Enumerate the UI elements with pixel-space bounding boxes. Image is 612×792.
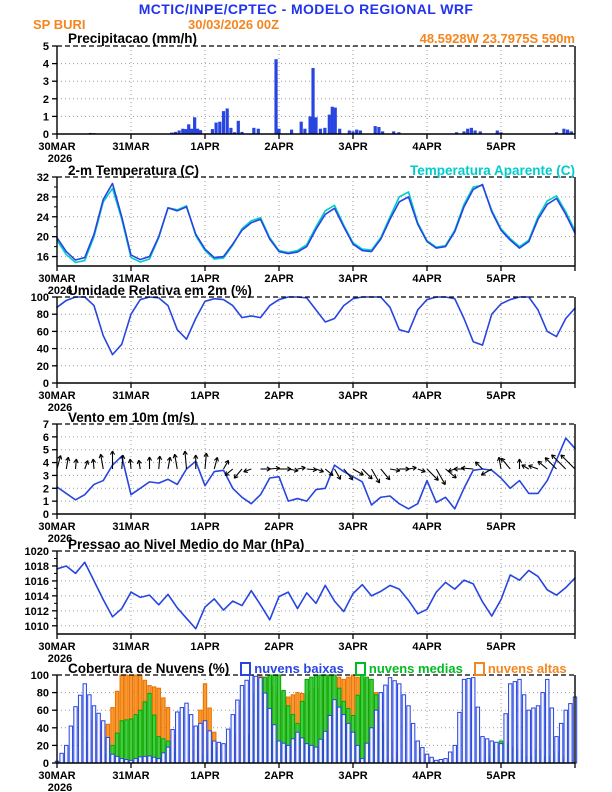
legend-label-mid-clouds: nuvens medias	[368, 661, 463, 676]
svg-text:0: 0	[42, 378, 49, 390]
panel-title-humidity: Umidade Relativa em 2m (%)	[68, 283, 252, 298]
svg-text:1014: 1014	[24, 590, 49, 603]
svg-text:1018: 1018	[24, 560, 49, 573]
svg-text:3APR: 3APR	[338, 141, 368, 153]
svg-text:2026: 2026	[47, 653, 73, 665]
svg-text:2026: 2026	[47, 402, 73, 414]
svg-text:100: 100	[30, 292, 49, 304]
station-name: SP BURI	[33, 17, 86, 32]
svg-text:3APR: 3APR	[338, 273, 368, 285]
svg-text:1APR: 1APR	[190, 390, 220, 402]
svg-text:1010: 1010	[24, 620, 49, 633]
svg-text:31MAR: 31MAR	[112, 770, 150, 782]
svg-text:3APR: 3APR	[338, 641, 368, 653]
panel-title-temperature: 2-m Temperatura (C)	[68, 163, 200, 178]
svg-text:30MAR: 30MAR	[38, 273, 76, 285]
svg-text:5APR: 5APR	[486, 521, 516, 533]
svg-text:1APR: 1APR	[190, 521, 220, 533]
svg-text:100: 100	[30, 670, 49, 682]
legend-label-high-clouds: nuvens altas	[487, 661, 567, 676]
svg-text:16: 16	[36, 251, 49, 264]
svg-text:4APR: 4APR	[412, 141, 442, 153]
svg-text:4APR: 4APR	[412, 770, 442, 782]
svg-text:1: 1	[42, 496, 49, 509]
svg-text:31MAR: 31MAR	[112, 521, 150, 533]
legend-item-high-clouds	[474, 661, 567, 676]
svg-text:2026: 2026	[47, 285, 73, 297]
legend-item-low-clouds	[240, 661, 344, 676]
svg-text:20: 20	[36, 360, 49, 373]
svg-text:1APR: 1APR	[190, 770, 220, 782]
panel-title-cloud-cover: Cobertura de Nuvens (%)	[68, 661, 230, 676]
svg-text:30MAR: 30MAR	[38, 390, 76, 402]
svg-text:5: 5	[42, 444, 49, 457]
station-coordinates: 48.5928W 23.7975S 590m	[419, 31, 575, 46]
svg-text:2: 2	[42, 93, 49, 106]
svg-text:32: 32	[36, 172, 49, 184]
panel-title-wind: Vento em 10m (m/s)	[68, 410, 195, 425]
svg-text:20: 20	[36, 231, 49, 244]
svg-text:1: 1	[42, 111, 49, 124]
svg-text:31MAR: 31MAR	[112, 141, 150, 153]
model-title: MCTIC/INPE/CPTEC - MODELO REGIONAL WRF	[138, 1, 474, 17]
panel-title-pressure: Pressao ao Nivel Medio do Mar (hPa)	[68, 537, 305, 552]
svg-text:4APR: 4APR	[412, 641, 442, 653]
svg-text:5: 5	[42, 41, 49, 53]
panel-title-apparent-temperature: Temperatura Aparente (C)	[409, 163, 575, 178]
svg-text:28: 28	[36, 191, 49, 204]
svg-text:5APR: 5APR	[486, 390, 516, 402]
svg-text:2026: 2026	[47, 153, 73, 165]
svg-text:30MAR: 30MAR	[38, 770, 76, 782]
svg-text:1012: 1012	[24, 605, 49, 618]
svg-text:3: 3	[42, 470, 49, 483]
svg-text:2APR: 2APR	[264, 273, 294, 285]
svg-text:2APR: 2APR	[264, 521, 294, 533]
run-datetime: 30/03/2026 00Z	[188, 17, 280, 32]
svg-text:20: 20	[36, 740, 49, 753]
svg-text:3APR: 3APR	[338, 770, 368, 782]
legend-label-low-clouds: nuvens baixas	[254, 661, 344, 676]
panel-title-precipitation: Precipitacao (mm/h)	[68, 31, 198, 46]
svg-text:80: 80	[36, 309, 49, 322]
svg-text:0: 0	[42, 509, 49, 521]
svg-text:3APR: 3APR	[338, 390, 368, 402]
svg-text:1APR: 1APR	[190, 641, 220, 653]
svg-text:0: 0	[42, 758, 49, 770]
svg-text:4APR: 4APR	[412, 273, 442, 285]
svg-text:5APR: 5APR	[486, 770, 516, 782]
svg-text:30MAR: 30MAR	[38, 141, 76, 153]
svg-text:5APR: 5APR	[486, 641, 516, 653]
svg-text:4APR: 4APR	[412, 390, 442, 402]
svg-text:5APR: 5APR	[486, 273, 516, 285]
svg-text:30MAR: 30MAR	[38, 521, 76, 533]
svg-text:2026: 2026	[47, 533, 73, 545]
svg-text:0: 0	[42, 129, 49, 141]
svg-text:2026: 2026	[47, 782, 73, 792]
cloud-cover-header	[68, 661, 578, 676]
svg-text:5APR: 5APR	[486, 141, 516, 153]
svg-text:4APR: 4APR	[412, 521, 442, 533]
svg-text:1APR: 1APR	[190, 273, 220, 285]
svg-text:24: 24	[36, 211, 49, 224]
legend-swatch-mid-clouds-icon	[355, 662, 366, 676]
svg-text:1020: 1020	[24, 546, 49, 558]
svg-text:6: 6	[42, 431, 49, 444]
legend-swatch-low-clouds-icon	[240, 662, 251, 676]
svg-text:1APR: 1APR	[190, 141, 220, 153]
legend-item-mid-clouds	[355, 661, 463, 676]
svg-text:3: 3	[42, 76, 49, 89]
svg-text:2APR: 2APR	[264, 641, 294, 653]
svg-text:4: 4	[42, 457, 49, 470]
svg-text:30MAR: 30MAR	[38, 641, 76, 653]
svg-text:4: 4	[42, 58, 49, 71]
svg-text:40: 40	[36, 722, 49, 735]
svg-text:60: 60	[36, 705, 49, 718]
svg-text:2APR: 2APR	[264, 390, 294, 402]
svg-text:2APR: 2APR	[264, 141, 294, 153]
svg-text:2: 2	[42, 483, 49, 496]
svg-text:40: 40	[36, 343, 49, 356]
svg-text:3APR: 3APR	[338, 521, 368, 533]
svg-text:2APR: 2APR	[264, 770, 294, 782]
svg-text:60: 60	[36, 326, 49, 339]
svg-text:31MAR: 31MAR	[112, 273, 150, 285]
svg-text:31MAR: 31MAR	[112, 390, 150, 402]
svg-text:1016: 1016	[24, 575, 49, 588]
svg-text:31MAR: 31MAR	[112, 641, 150, 653]
legend-swatch-high-clouds-icon	[474, 662, 485, 676]
svg-text:80: 80	[36, 687, 49, 700]
svg-text:7: 7	[42, 419, 49, 431]
